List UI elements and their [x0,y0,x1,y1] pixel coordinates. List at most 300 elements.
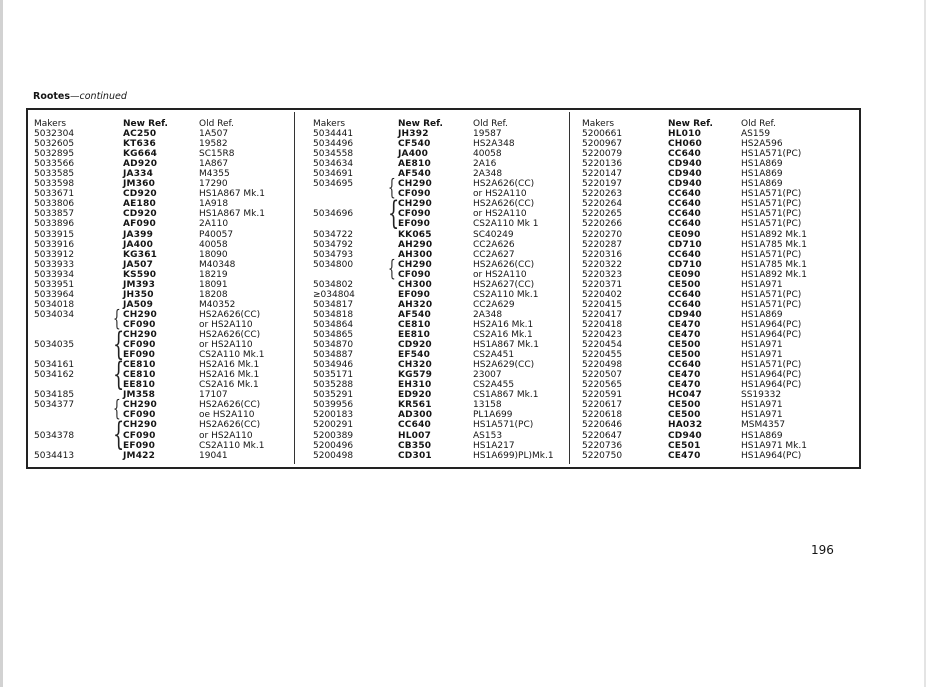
new-ref: AF540 [398,309,431,320]
new-ref: AH300 [398,249,433,260]
maker-ref: 5033857 [34,209,75,220]
old-ref: CC2A629 [473,299,515,310]
maker-ref: 5220617 [582,400,623,411]
group-brace: { [113,305,121,332]
old-ref: or HS2A110 [473,269,527,280]
new-ref: KT636 [123,139,156,150]
old-ref: HS2A626(CC) [473,179,535,190]
new-ref: CF540 [398,139,431,150]
maker-ref: 5220136 [582,159,623,170]
maker-ref: 5220423 [582,330,623,340]
old-ref: HS2A627(CC) [473,279,535,290]
maker-ref: 5220263 [582,189,623,200]
new-ref: CE470 [668,380,701,391]
new-ref: CC640 [668,219,701,230]
new-ref: KR561 [398,400,432,411]
old-ref: HS1A785 Mk.1 [741,259,807,270]
new-ref: AH290 [398,239,433,250]
old-ref: CS2A451 [473,350,515,361]
new-ref: CF090 [123,410,156,421]
maker-ref: 5033912 [34,249,75,260]
old-ref: HS2A348 [473,139,515,150]
old-ref: CS2A16 Mk.1 [199,380,259,391]
new-ref: AE810 [398,159,431,170]
maker-ref: 5034634 [313,159,354,170]
column-header-makers: Makers [34,119,67,129]
new-ref: CE500 [668,350,701,361]
maker-ref: 5034696 [313,209,354,220]
new-ref: CE470 [668,450,701,461]
new-ref: KG664 [123,149,158,160]
new-ref: CD710 [668,239,702,250]
new-ref: CE500 [668,340,701,351]
maker-ref: 5033916 [34,239,75,250]
maker-ref: 5034695 [313,179,354,190]
old-ref: HS1A971 [741,410,783,421]
group-brace: { [113,355,125,394]
new-ref: JM422 [123,450,156,461]
old-ref: HS1A971 [741,279,783,290]
maker-ref: 5034018 [34,299,75,310]
maker-ref: 5034887 [313,350,354,361]
maker-ref: 5034818 [313,309,354,320]
new-ref: CC640 [668,299,701,310]
old-ref: 2A348 [473,309,503,320]
maker-ref: 5220079 [582,149,623,160]
old-ref: HS2A16 Mk.1 [199,360,260,371]
maker-ref: 5033585 [34,169,75,180]
maker-ref: 5200183 [313,410,354,421]
new-ref: ED920 [398,390,432,401]
old-ref: HS1A971 [741,400,783,411]
new-ref: CE500 [668,400,701,411]
new-ref: JH392 [398,129,429,139]
heading-continued: —continued [70,91,127,102]
maker-ref: 5034722 [313,229,354,240]
old-ref: M4355 [199,169,230,180]
old-ref: 23007 [473,370,502,381]
maker-ref: 5220371 [582,279,623,290]
old-ref: HS1A571(PC) [741,249,802,260]
new-ref: CC640 [668,289,701,300]
old-ref: HS1A867 Mk.1 [199,209,265,220]
new-ref: CD940 [668,309,702,320]
old-ref: AS153 [473,430,503,441]
old-ref: HS1A699)PL)Mk.1 [473,450,554,461]
new-ref: CF090 [398,189,431,200]
new-ref: AF090 [123,219,156,230]
old-ref: CS2A110 Mk.1 [199,440,265,451]
old-ref: 1A867 [199,159,229,170]
new-ref: CD940 [668,159,702,170]
old-ref: CS2A110 Mk.1 [199,350,265,361]
old-ref: 18208 [199,289,228,300]
old-ref: MSM4357 [741,420,786,431]
old-ref: HS1A571(PC) [741,289,802,300]
new-ref: CF090 [123,319,156,330]
old-ref: or HS2A110 [199,430,253,441]
old-ref: HS1A964(PC) [741,450,802,461]
group-brace: { [113,325,125,363]
maker-ref: 5220316 [582,249,623,260]
new-ref: JA400 [398,149,429,160]
column-header-makers: Makers [313,119,346,129]
old-ref: M40352 [199,299,236,310]
old-ref: 40058 [473,149,502,160]
new-ref: CF090 [123,430,156,441]
maker-ref: 5033933 [34,259,75,270]
new-ref: CE810 [123,360,156,371]
old-ref: 18090 [199,249,228,260]
old-ref: or HS2A110 [199,340,253,351]
old-ref: CC2A627 [473,249,515,260]
page-left-edge [0,0,3,687]
old-ref: HS2A626(CC) [199,420,261,431]
column-header-new: New Ref. [398,119,443,129]
new-ref: EF090 [123,440,156,451]
new-ref: CD940 [668,430,702,441]
new-ref: CH060 [668,139,702,150]
new-ref: EF090 [123,350,156,361]
new-ref: AD300 [398,410,433,421]
section-heading [33,91,127,103]
old-ref: SC15R8 [199,149,235,160]
old-ref: HS1A971 Mk.1 [741,440,807,451]
new-ref: JA507 [123,259,154,270]
maker-ref: 5200389 [313,430,354,441]
maker-ref: 5033671 [34,189,75,200]
maker-ref: 5032605 [34,139,75,150]
new-ref: JM358 [123,390,156,401]
new-ref: KS590 [123,269,157,280]
old-ref: 13158 [473,400,502,411]
old-ref: CS2A455 [473,380,515,391]
new-ref: CH320 [398,360,432,371]
maker-ref: 5200291 [313,420,354,431]
old-ref: HS1A571(PC) [473,420,534,431]
maker-ref: 5033951 [34,279,75,290]
old-ref: HS2A626(CC) [199,330,261,340]
old-ref: HS1A869 [741,159,783,170]
maker-ref: 5220264 [582,199,623,210]
column-header-old: Old Ref. [473,119,508,129]
maker-ref: 5034793 [313,249,354,260]
maker-ref: 5034864 [313,319,354,330]
maker-ref: 5033896 [34,219,75,230]
maker-ref: 5220507 [582,370,623,381]
maker-ref: 5034946 [313,360,354,371]
maker-ref: 5034817 [313,299,354,310]
group-brace: { [113,415,125,454]
old-ref: HS1A964(PC) [741,319,802,330]
maker-ref: 5034162 [34,370,75,381]
old-ref: HS2A626(CC) [473,259,535,270]
old-ref: 2A16 [473,159,497,170]
new-ref: CE810 [123,370,156,381]
old-ref: HS1A964(PC) [741,330,802,340]
new-ref: JM393 [123,279,156,290]
column-header-new: New Ref. [668,119,713,129]
old-ref: CS2A110 Mk.1 [473,289,539,300]
old-ref: HS1A785 Mk.1 [741,239,807,250]
new-ref: KG361 [123,249,158,260]
maker-ref: 5220266 [582,219,623,230]
old-ref: 40058 [199,239,228,250]
new-ref: CE470 [668,330,701,340]
maker-ref: 5032304 [34,129,75,139]
old-ref: HS1A867 Mk.1 [199,189,265,200]
new-ref: CC640 [668,189,701,200]
new-ref: CC640 [398,420,431,431]
maker-ref: 5220565 [582,380,623,391]
maker-ref: 5034377 [34,400,75,411]
new-ref: CC640 [668,199,701,210]
maker-ref: 5220454 [582,340,623,351]
new-ref: EE810 [398,330,431,340]
new-ref: CE470 [668,370,701,381]
column-header-old: Old Ref. [199,119,234,129]
maker-ref: 5220417 [582,309,623,320]
old-ref: HS2A629(CC) [473,360,535,371]
new-ref: AE180 [123,199,156,210]
old-ref: 1A507 [199,129,229,139]
old-ref: HS1A964(PC) [741,380,802,391]
maker-ref: 5034161 [34,360,75,371]
old-ref: HS2A16 Mk.1 [199,370,260,381]
new-ref: AD920 [123,159,158,170]
new-ref: CD940 [668,179,702,190]
old-ref: HS2A596 [741,139,783,150]
new-ref: CE500 [668,279,701,290]
new-ref: JA334 [123,169,154,180]
maker-ref: 5220265 [582,209,623,220]
old-ref: 2A110 [199,219,229,230]
new-ref: EE810 [123,380,156,391]
new-ref: CD920 [123,189,157,200]
column-divider-2 [569,112,570,464]
old-ref: CC2A626 [473,239,515,250]
old-ref: HS1A869 [741,179,783,190]
old-ref: 18219 [199,269,228,280]
old-ref: 19582 [199,139,228,150]
maker-ref: 5033964 [34,289,75,300]
old-ref: 2A348 [473,169,503,180]
new-ref: AC250 [123,129,157,139]
old-ref: CS1A867 Mk.1 [473,390,539,401]
maker-ref: 5200496 [313,440,354,451]
new-ref: EH310 [398,380,432,391]
maker-ref: 5220270 [582,229,623,240]
old-ref: HS2A626(CC) [473,199,535,210]
maker-ref: 5220415 [582,299,623,310]
new-ref: CD940 [668,169,702,180]
maker-ref: 5220591 [582,390,623,401]
new-ref: EF090 [398,219,431,230]
old-ref: SS19332 [741,390,782,401]
maker-ref: ≥034804 [313,289,355,300]
new-ref: HC047 [668,390,702,401]
maker-ref: 5033806 [34,199,75,210]
old-ref: HS2A16 Mk.1 [473,319,534,330]
old-ref: SC40249 [473,229,514,240]
new-ref: CH300 [398,279,432,290]
new-ref: CE090 [668,229,701,240]
maker-ref: 5034034 [34,309,75,320]
old-ref: HS1A892 Mk.1 [741,269,807,280]
new-ref: CD301 [398,450,432,461]
old-ref: AS159 [741,129,771,139]
old-ref: P40057 [199,229,234,240]
maker-ref: 5220647 [582,430,623,441]
new-ref: JH350 [123,289,154,300]
maker-ref: 5034558 [313,149,354,160]
new-ref: CE500 [668,410,701,421]
new-ref: CF090 [123,340,156,351]
new-ref: HA032 [668,420,703,431]
maker-ref: 5220418 [582,319,623,330]
new-ref: CD920 [398,340,432,351]
maker-ref: 5035288 [313,380,354,391]
old-ref: M40348 [199,259,236,270]
new-ref: CE090 [668,269,701,280]
maker-ref: 5034800 [313,259,354,270]
new-ref: HL010 [668,129,702,139]
maker-ref: 5220618 [582,410,623,421]
group-brace: { [388,175,396,202]
new-ref: CF090 [398,269,431,280]
column-header-old: Old Ref. [741,119,776,129]
old-ref: HS1A892 Mk.1 [741,229,807,240]
old-ref: HS1A571(PC) [741,209,802,220]
new-ref: CF090 [398,209,431,220]
old-ref: HS2A626(CC) [199,400,261,411]
old-ref: HS1A571(PC) [741,299,802,310]
old-ref: HS1A571(PC) [741,219,802,230]
new-ref: AH320 [398,299,433,310]
maker-ref: 5200661 [582,129,623,139]
column-header-new: New Ref. [123,119,168,129]
old-ref: HS1A867 Mk.1 [473,340,539,351]
maker-ref: 5220455 [582,350,623,361]
new-ref: CC640 [668,249,701,260]
new-ref: CE501 [668,440,701,451]
maker-ref: 5220736 [582,440,623,451]
new-ref: CC640 [668,149,701,160]
new-ref: CB350 [398,440,432,451]
maker-ref: 5220197 [582,179,623,190]
maker-ref: 5200498 [313,450,354,461]
old-ref: 19587 [473,129,502,139]
new-ref: CD920 [123,209,157,220]
maker-ref: 5220322 [582,259,623,270]
maker-ref: 5033566 [34,159,75,170]
old-ref: HS1A571(PC) [741,199,802,210]
group-brace: { [388,194,400,233]
old-ref: HS1A571(PC) [741,149,802,160]
old-ref: HS1A964(PC) [741,370,802,381]
column-divider-1 [294,112,295,464]
new-ref: JM360 [123,179,156,190]
new-ref: CH290 [123,309,157,320]
old-ref: 1A918 [199,199,229,210]
new-ref: CC640 [668,360,701,371]
old-ref: CS2A110 Mk 1 [473,219,539,230]
old-ref: or HS2A110 [199,319,253,330]
maker-ref: 5034865 [313,330,354,340]
new-ref: CH290 [123,400,157,411]
new-ref: CH290 [398,259,432,270]
old-ref: PL1A699 [473,410,513,421]
old-ref: HS1A571(PC) [741,189,802,200]
old-ref: or HS2A110 [473,189,527,200]
old-ref: HS1A571(PC) [741,360,802,371]
new-ref: JA400 [123,239,154,250]
heading-title: Rootes [33,91,71,102]
maker-ref: 5039956 [313,400,354,411]
old-ref: or HS2A110 [473,209,527,220]
old-ref: 19041 [199,450,228,461]
page-number: 196 [811,543,834,557]
maker-ref: 5034413 [34,450,75,461]
old-ref: HS1A971 [741,350,783,361]
maker-ref: 5220750 [582,450,623,461]
old-ref: HS1A217 [473,440,515,451]
maker-ref: 5034496 [313,139,354,150]
maker-ref: 5033934 [34,269,75,280]
maker-ref: 5034792 [313,239,354,250]
maker-ref: 5034802 [313,279,354,290]
old-ref: HS1A869 [741,309,783,320]
new-ref: EF540 [398,350,431,361]
maker-ref: 5220287 [582,239,623,250]
new-ref: CC640 [668,209,701,220]
maker-ref: 5035171 [313,370,354,381]
maker-ref: 5220646 [582,420,623,431]
new-ref: JA509 [123,299,154,310]
group-brace: { [388,255,396,282]
maker-ref: 5034378 [34,430,75,441]
maker-ref: 5033598 [34,179,75,190]
maker-ref: 5035291 [313,390,354,401]
maker-ref: 5034691 [313,169,354,180]
old-ref: oe HS2A110 [199,410,255,421]
maker-ref: 5034870 [313,340,354,351]
new-ref: CE470 [668,319,701,330]
old-ref: CS2A16 Mk.1 [473,330,533,340]
new-ref: CH290 [398,199,432,210]
new-ref: HL007 [398,430,432,441]
new-ref: CD710 [668,259,702,270]
maker-ref: 5034035 [34,340,75,351]
maker-ref: 5034185 [34,390,75,401]
old-ref: HS1A869 [741,430,783,441]
maker-ref: 5220323 [582,269,623,280]
maker-ref: 5032895 [34,149,75,160]
new-ref: CH290 [123,330,157,340]
new-ref: JA399 [123,229,154,240]
new-ref: AF540 [398,169,431,180]
new-ref: CH290 [398,179,432,190]
old-ref: HS1A869 [741,169,783,180]
old-ref: 18091 [199,279,228,290]
maker-ref: 5220498 [582,360,623,371]
column-header-makers: Makers [582,119,615,129]
new-ref: CH290 [123,420,157,431]
maker-ref: 5220402 [582,289,623,300]
group-brace: { [113,396,121,423]
maker-ref: 5034441 [313,129,354,139]
old-ref: HS1A971 [741,340,783,351]
